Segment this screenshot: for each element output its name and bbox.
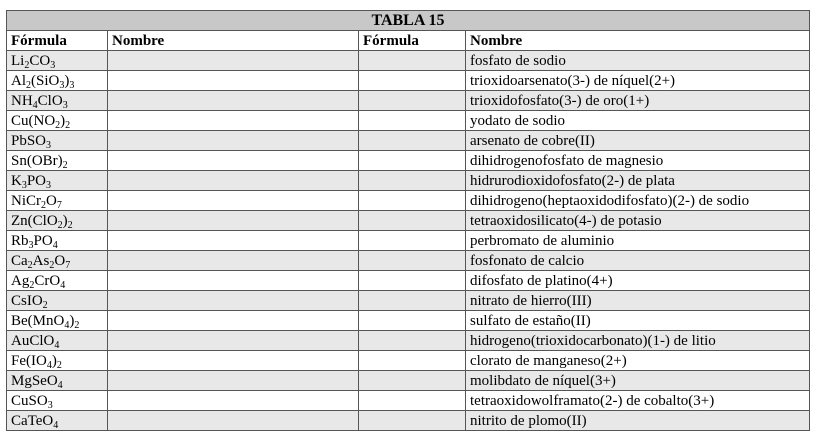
name-cell: tetraoxidosilicato(4-) de potasio — [466, 211, 810, 231]
blank-formula-cell — [359, 391, 466, 411]
table-title: TABLA 15 — [7, 11, 810, 31]
blank-formula-cell — [359, 411, 466, 431]
formula-cell: $Be(MnO_4)_2$ — [7, 311, 108, 331]
formula-cell: $Fe(IO_4)_2$ — [7, 351, 108, 371]
header-formula-2: Fórmula — [359, 31, 466, 51]
formula-cell: AuClO$_4$ — [7, 331, 108, 351]
blank-name-cell — [108, 311, 359, 331]
name-cell: difosfato de platino(4+) — [466, 271, 810, 291]
table-row — [7, 291, 810, 311]
formula-cell: CuSO$_3$ — [7, 391, 108, 411]
name-cell: dihidrogenofosfato de magnesio — [466, 151, 810, 171]
blank-formula-cell — [359, 231, 466, 251]
table-row — [7, 391, 810, 411]
formula-cell: $Rb_3PO_4$ — [7, 231, 108, 251]
blank-formula-cell — [359, 131, 466, 151]
formula-cell: MgSeO$_4$ — [7, 371, 108, 391]
blank-formula-cell — [359, 331, 466, 351]
table-row — [7, 191, 810, 211]
formula-cell: $Li_2CO_3$ — [7, 51, 108, 71]
name-cell: fosfato de sodio — [466, 51, 810, 71]
table-row — [7, 71, 810, 91]
blank-formula-cell — [359, 311, 466, 331]
blank-formula-cell — [359, 251, 466, 271]
formula-cell: CaTeO$_4$ — [7, 411, 108, 431]
name-cell: arsenato de cobre(II) — [466, 131, 810, 151]
blank-name-cell — [108, 411, 359, 431]
blank-name-cell — [108, 151, 359, 171]
formula-cell: $Ca_2As_2O_7$ — [7, 251, 108, 271]
blank-name-cell — [108, 171, 359, 191]
blank-name-cell — [108, 271, 359, 291]
formula-cell: $Al_2(SiO_3)_3$ — [7, 71, 108, 91]
blank-name-cell — [108, 291, 359, 311]
name-cell: hidrogeno(trioxidocarbonato)(1-) de litio — [466, 331, 810, 351]
blank-name-cell — [108, 111, 359, 131]
blank-formula-cell — [359, 151, 466, 171]
name-cell: sulfato de estaño(II) — [466, 311, 810, 331]
table-row — [7, 151, 810, 171]
formula-cell: $Zn(ClO_2)_2$ — [7, 211, 108, 231]
formula-cell: $Cu(NO_2)_2$ — [7, 111, 108, 131]
table-row — [7, 91, 810, 111]
blank-name-cell — [108, 191, 359, 211]
formula-cell: $K_3PO_3$ — [7, 171, 108, 191]
table-row — [7, 111, 810, 131]
blank-formula-cell — [359, 71, 466, 91]
table-row — [7, 411, 810, 431]
name-cell: tetraoxidowolframato(2-) de cobalto(3+) — [466, 391, 810, 411]
table-row — [7, 171, 810, 191]
blank-formula-cell — [359, 211, 466, 231]
table-row — [7, 231, 810, 251]
header-formula-1: Fórmula — [7, 31, 108, 51]
name-cell: trioxidoarsenato(3-) de níquel(2+) — [466, 71, 810, 91]
formula-cell: $Ag_2CrO_4$ — [7, 271, 108, 291]
formula-cell: $NH_4ClO_3$ — [7, 91, 108, 111]
formula-cell: $NiCr_2O_7$ — [7, 191, 108, 211]
blank-formula-cell — [359, 351, 466, 371]
table-row — [7, 351, 810, 371]
name-cell: trioxidofosfato(3-) de oro(1+) — [466, 91, 810, 111]
blank-name-cell — [108, 371, 359, 391]
name-cell: clorato de manganeso(2+) — [466, 351, 810, 371]
header-nombre-1: Nombre — [108, 31, 359, 51]
blank-name-cell — [108, 131, 359, 151]
table-row — [7, 211, 810, 231]
table-body — [7, 51, 810, 431]
blank-formula-cell — [359, 371, 466, 391]
blank-name-cell — [108, 391, 359, 411]
name-cell: yodato de sodio — [466, 111, 810, 131]
blank-name-cell — [108, 231, 359, 251]
table-row — [7, 371, 810, 391]
name-cell: hidrurodioxidofosfato(2-) de plata — [466, 171, 810, 191]
formula-cell: CsIO$_2$ — [7, 291, 108, 311]
blank-name-cell — [108, 351, 359, 371]
name-cell: molibdato de níquel(3+) — [466, 371, 810, 391]
blank-formula-cell — [359, 171, 466, 191]
table-row — [7, 131, 810, 151]
name-cell: nitrato de hierro(III) — [466, 291, 810, 311]
header-nombre-2: Nombre — [466, 31, 810, 51]
formula-cell: PbSO$_3$ — [7, 131, 108, 151]
table-row — [7, 271, 810, 291]
blank-name-cell — [108, 331, 359, 351]
blank-formula-cell — [359, 51, 466, 71]
name-cell: nitrito de plomo(II) — [466, 411, 810, 431]
blank-formula-cell — [359, 271, 466, 291]
name-cell: perbromato de aluminio — [466, 231, 810, 251]
table-row — [7, 331, 810, 351]
table-row — [7, 51, 810, 71]
name-cell: dihidrogeno(heptaoxidodifosfato)(2-) de sodio — [466, 191, 810, 211]
blank-formula-cell — [359, 91, 466, 111]
blank-name-cell — [108, 71, 359, 91]
blank-name-cell — [108, 51, 359, 71]
blank-formula-cell — [359, 111, 466, 131]
name-cell: fosfonato de calcio — [466, 251, 810, 271]
formula-cell: $Sn(OBr)_2$ — [7, 151, 108, 171]
table-row — [7, 311, 810, 331]
blank-name-cell — [108, 91, 359, 111]
blank-name-cell — [108, 251, 359, 271]
blank-name-cell — [108, 211, 359, 231]
table-row — [7, 251, 810, 271]
nomenclature-table — [6, 10, 810, 431]
blank-formula-cell — [359, 291, 466, 311]
blank-formula-cell — [359, 191, 466, 211]
